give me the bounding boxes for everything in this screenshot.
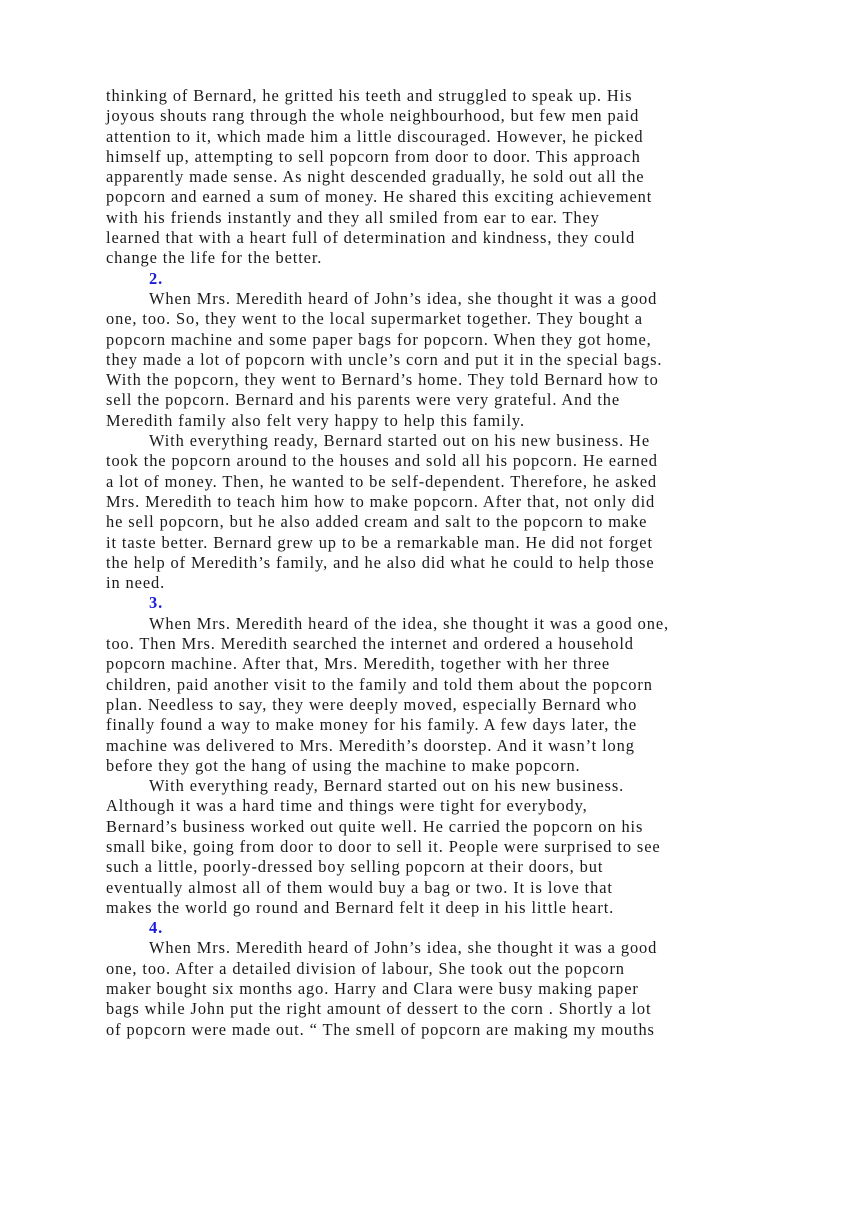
text-line: attention to it, which made him a little discouraged. However, he picked — [106, 126, 644, 146]
text-line: of popcorn were made out. “ The smell of popcorn are making my mouths — [106, 1019, 655, 1039]
text-line: maker bought six months ago. Harry and Clara were busy making paper — [106, 979, 639, 999]
text-line: children, paid another visit to the family and told them about the popcorn — [106, 674, 653, 694]
text-line: plan. Needless to say, they were deeply moved, especially Bernard who — [106, 694, 638, 714]
essay-section — [106, 918, 766, 1040]
text-line: Bernard’s business worked out quite well. He carried the popcorn on his — [106, 816, 644, 836]
text-line: eventually almost all of them would buy a bag or two. It is love that — [106, 877, 613, 897]
text-line: thinking of Bernard, he gritted his teeth and struggled to speak up. His — [106, 86, 633, 105]
text-line: apparently made sense. As night descended gradually, he sold out all the — [106, 167, 645, 187]
text-line: with his friends instantly and they all smiled from ear to ear. They — [106, 207, 600, 227]
text-line: one, too. So, they went to the local supermarket together. They bought a — [106, 309, 643, 329]
text-line: in need. — [106, 573, 166, 593]
text-line: change the life for the better. — [106, 248, 323, 268]
text-line: joyous shouts rang through the whole neighbourhood, but few men paid — [106, 106, 640, 126]
text-line: popcorn machine and some paper bags for popcorn. When they got home, — [106, 329, 652, 349]
text-line: small bike, going from door to door to sell it. People were surprised to see — [106, 836, 661, 856]
text-line: too. Then Mrs. Meredith searched the internet and ordered a household — [106, 634, 634, 654]
section-number: 2. — [149, 268, 164, 288]
text-line: sell the popcorn. Bernard and his parents were very grateful. And the — [106, 390, 621, 410]
text-line: finally found a way to make money for his family. A few days later, the — [106, 715, 638, 735]
text-line: When Mrs. Meredith heard of the idea, she thought it was a good one, — [149, 613, 670, 633]
essay-section — [106, 86, 766, 269]
section-number: 4. — [149, 918, 164, 938]
text-line: before they got the hang of using the machine to make popcorn. — [106, 755, 581, 775]
text-line: Although it was a hard time and things were tight for everybody, — [106, 796, 588, 816]
text-line: himself up, attempting to sell popcorn from door to door. This approach — [106, 146, 641, 166]
essay-section — [106, 269, 766, 594]
text-line: one, too. After a detailed division of labour, She took out the popcorn — [106, 958, 625, 978]
text-line: With the popcorn, they went to Bernard’s home. They told Bernard how to — [106, 370, 659, 390]
document-page — [106, 86, 766, 1040]
paragraph — [106, 938, 766, 1039]
paragraph — [106, 776, 766, 918]
text-line: they made a lot of popcorn with uncle’s corn and put it in the special bags. — [106, 349, 663, 369]
text-line: With everything ready, Bernard started out on his new business. — [149, 776, 625, 796]
text-line: he sell popcorn, but he also added cream and salt to the popcorn to make — [106, 512, 648, 532]
text-line: When Mrs. Meredith heard of John’s idea, she thought it was a good — [149, 938, 658, 958]
text-line: such a little, poorly-dressed boy selling popcorn at their doors, but — [106, 857, 604, 877]
text-line: popcorn and earned a sum of money. He shared this exciting achievement — [106, 187, 653, 207]
section-number: 3. — [149, 593, 164, 613]
paragraph — [106, 86, 766, 269]
essay-section — [106, 593, 766, 918]
text-line: Meredith family also felt very happy to help this family. — [106, 410, 525, 430]
paragraph — [106, 289, 766, 431]
text-line: Mrs. Meredith to teach him how to make popcorn. After that, not only did — [106, 491, 656, 511]
text-line: learned that with a heart full of determination and kindness, they could — [106, 228, 636, 248]
text-line: machine was delivered to Mrs. Meredith’s doorstep. And it wasn’t long — [106, 735, 635, 755]
text-line: makes the world go round and Bernard felt it deep in his little heart. — [106, 897, 615, 917]
text-line: bags while John put the right amount of dessert to the corn . Shortly a lot — [106, 999, 652, 1019]
text-line: took the popcorn around to the houses and sold all his popcorn. He earned — [106, 451, 658, 471]
paragraph — [106, 614, 766, 776]
paragraph — [106, 431, 766, 593]
text-line: a lot of money. Then, he wanted to be self-dependent. Therefore, he asked — [106, 471, 658, 491]
text-line: When Mrs. Meredith heard of John’s idea, she thought it was a good — [149, 288, 658, 308]
text-line: With everything ready, Bernard started out on his new business. He — [149, 431, 651, 451]
text-line: the help of Meredith’s family, and he also did what he could to help those — [106, 552, 655, 572]
text-line: it taste better. Bernard grew up to be a remarkable man. He did not forget — [106, 532, 653, 552]
text-line: popcorn machine. After that, Mrs. Meredith, together with her three — [106, 654, 611, 674]
